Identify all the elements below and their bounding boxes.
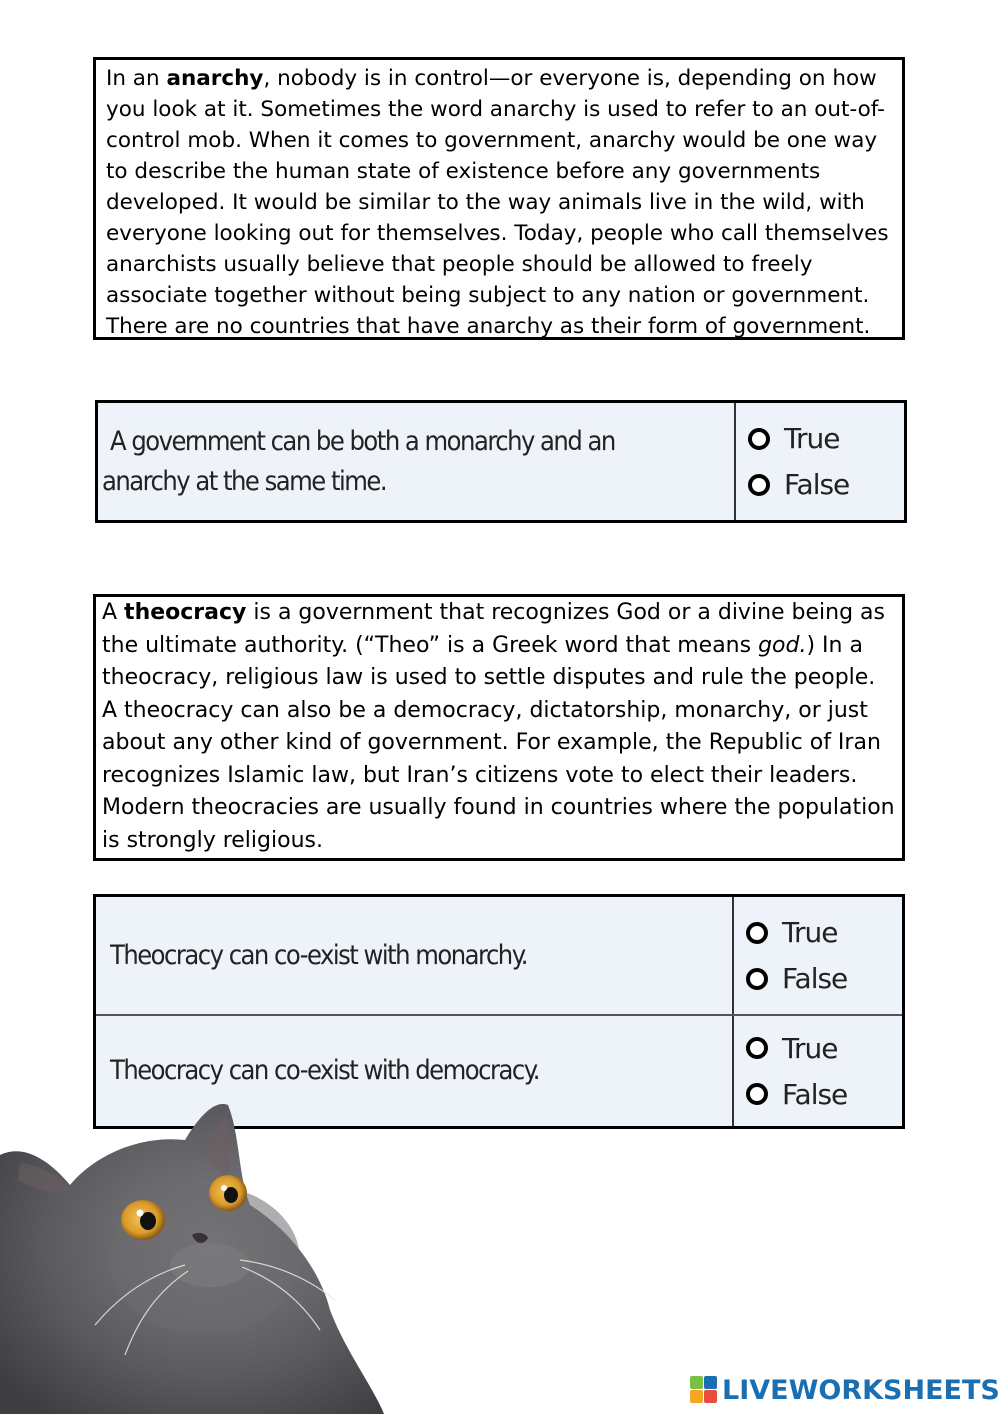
- question-table-1: [95, 400, 907, 523]
- radio-icon[interactable]: [746, 922, 768, 944]
- option-true[interactable]: True: [748, 416, 904, 462]
- anarchy-paragraph: In an anarchy, nobody is in control—or everyone is, depending on how you look at it. Sometimes the word anarchy is used to refer to an out-of-control mob. When it comes to government, anarchy would be one way to describe the human state of existence before any governments developed. It would be similar to the way animals live in the wild, with everyone looking out for themselves. Today, people who call themselves anarchists usually believe that people should be allowed to freely associate together without being subject to any nation or government. There are no countries that have anarchy as their form of government.: [106, 66, 889, 339]
- radio-icon[interactable]: [748, 428, 770, 450]
- question-text: Theocracy can co-exist with monarchy.: [96, 897, 734, 1014]
- question-table-2: [93, 894, 905, 1129]
- option-false[interactable]: False: [746, 1071, 902, 1117]
- radio-icon[interactable]: [746, 1037, 768, 1059]
- anarchy-passage: [93, 57, 905, 340]
- answer-options: [736, 897, 902, 1014]
- radio-icon[interactable]: [746, 968, 768, 990]
- option-false[interactable]: False: [748, 462, 904, 508]
- theocracy-passage: [93, 594, 905, 861]
- liveworksheets-logo-icon: [690, 1376, 718, 1404]
- theocracy-term: theocracy: [124, 600, 247, 625]
- question-row-1: [98, 403, 904, 520]
- theocracy-paragraph: A theocracy is a government that recognizes God or a divine being as the ultimate authority. (“Theo” is a Greek word that means god.) In a theocracy, religious law is used to settle disputes and rule the people. A theocracy can also be a democracy, dictatorship, monarchy, or just about any other kind of government. For example, the Republic of Iran recognizes Islamic law, but Iran’s citizens vote to elect their leaders. Modern theocracies are usually found in countries where the population is strongly religious.: [102, 600, 895, 853]
- radio-icon[interactable]: [746, 1083, 768, 1105]
- question-text: A government can be both a monarchy and an anarchy at the same time.: [98, 403, 736, 520]
- answer-options: [738, 403, 904, 520]
- question-row-2: [96, 897, 902, 1014]
- option-false[interactable]: False: [746, 956, 902, 1002]
- logo-text: LIVEWORKSHEETS: [722, 1374, 1000, 1406]
- answer-options: [736, 1016, 902, 1126]
- cat-illustration: [0, 1095, 400, 1414]
- option-true[interactable]: True: [746, 1025, 902, 1071]
- liveworksheets-logo[interactable]: [690, 1372, 1000, 1408]
- question-text: Theocracy can co-exist with democracy.: [96, 1016, 734, 1126]
- anarchy-term: anarchy: [166, 66, 264, 91]
- option-true[interactable]: True: [746, 910, 902, 956]
- radio-icon[interactable]: [748, 474, 770, 496]
